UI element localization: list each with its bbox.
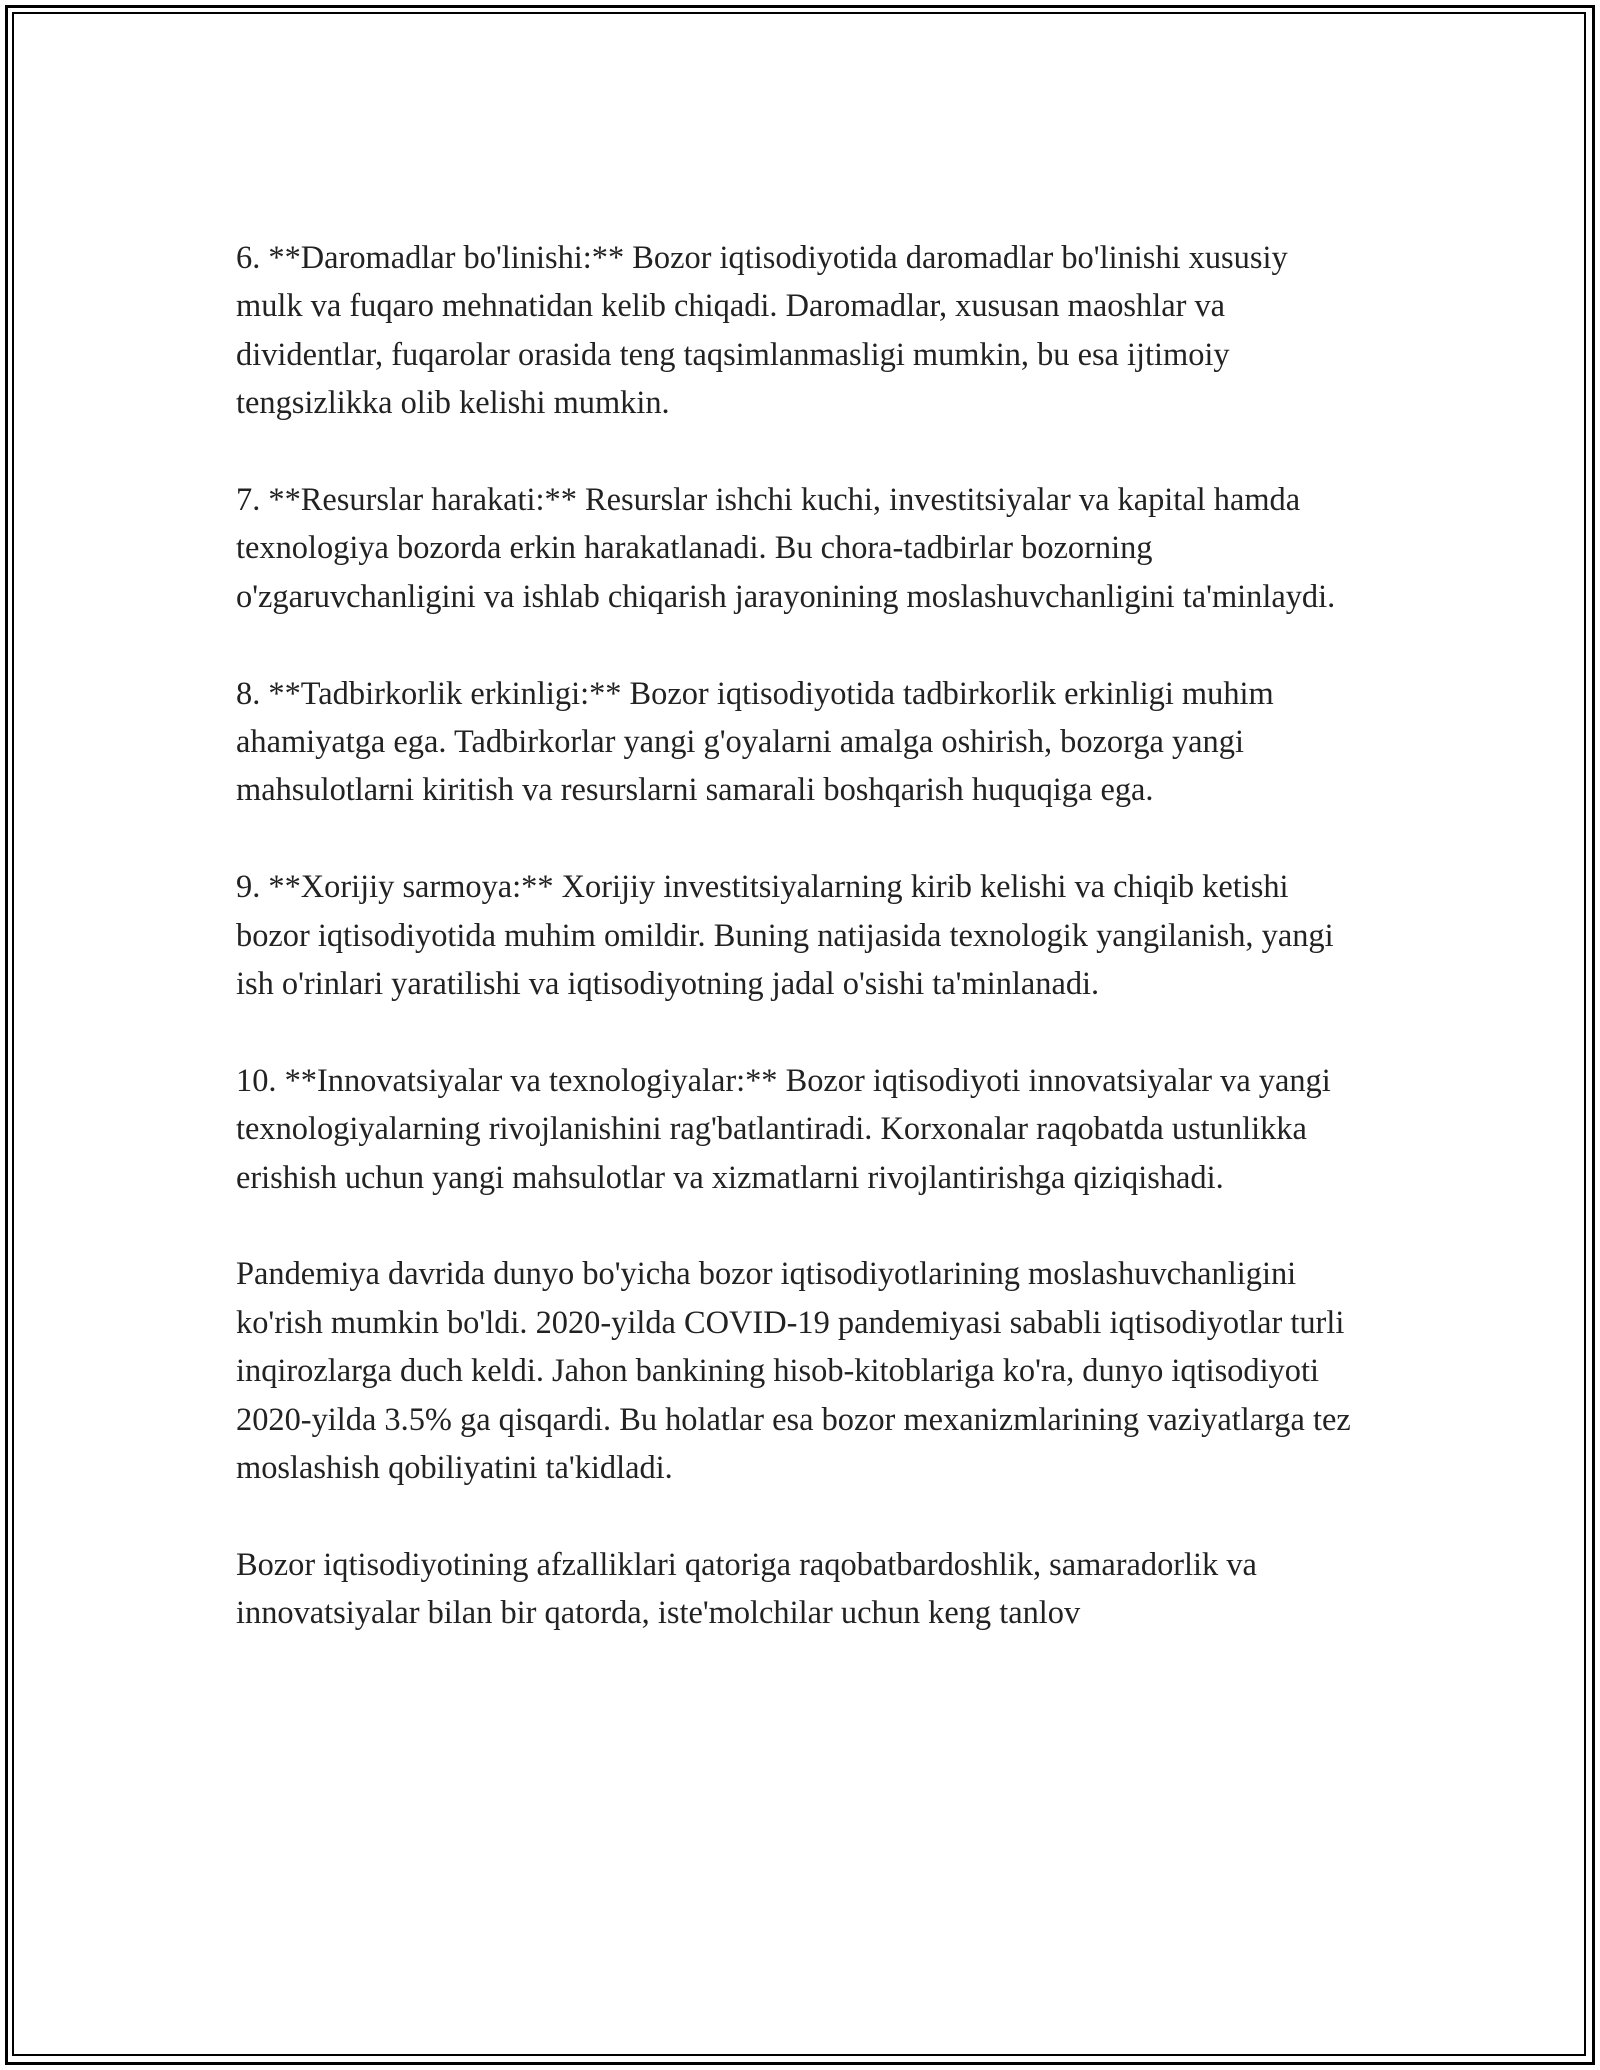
- paragraph-market-advantages: Bozor iqtisodiyotining afzalliklari qatoriga raqobatbardoshlik, samaradorlik va innovatsiyalar bilan bir qatorda, iste'molchilar uchun keng tanlov: [236, 1546, 1257, 1632]
- paragraph-innovations-technologies: 10. **Innovatsiyalar va texnologiyalar:** Bozor iqtisodiyoti innovatsiyalar va yangi texnologiyalarning rivojlanishini rag'batlantiradi. Korxonalar raqobatda ustunlikka erishish uchun yangi mahsulotlar va xizmatlarni rivojlantirishga qiziqishadi.: [236, 1062, 1331, 1196]
- paragraph-resource-movement: 7. **Resurslar harakati:** Resurslar ishchi kuchi, investitsiyalar va kapital hamda texnologiya bozorda erkin harakatlanadi. Bu chora-tadbirlar bozorning o'zgaruvchanligini va ishlab chiqarish jarayonining moslashuvchanligini ta'minlaydi.: [236, 482, 1336, 615]
- paragraph-foreign-investment: 9. **Xorijiy sarmoya:** Xorijiy investitsiyalarning kirib kelishi va chiqib ketishi bozor iqtisodiyotida muhim omildir. Buning natijasida texnologik yangilanish, yangi ish o'rinlari yaratilishi va iqtisodiyotning jadal o'sishi ta'minlanadi.: [236, 869, 1334, 1003]
- paragraph-income-distribution: 6. **Daromadlar bo'linishi:** Bozor iqtisodiyotida daromadlar bo'linishi xususiy mulk va fuqaro mehnatidan kelib chiqadi. Daromadlar, xususan maoshlar va dividentlar, fuqarolar orasida teng taqsimlanmasligi mumkin, bu esa ijtimoiy tengsizlikka olib kelishi mumkin.: [236, 240, 1288, 422]
- paragraph-pandemic: Pandemiya davrida dunyo bo'yicha bozor iqtisodiyotlarining moslashuvchanligini ko'rish mumkin bo'ldi. 2020-yilda COVID-19 pandemiyasi sababli iqtisodiyotlar turli inqirozlarga duch keldi. Jahon bankining hisob-kitoblariga ko'ra, dunyo iqtisodiyoti 2020-yilda 3.5% ga qisqardi. Bu holatlar esa bozor mexanizmlarining vaziyatlarga tez moslashish qobiliyatini ta'kidladi.: [236, 1256, 1351, 1487]
- document-body: [236, 234, 1360, 1638]
- paragraph-entrepreneurship-freedom: 8. **Tadbirkorlik erkinligi:** Bozor iqtisodiyotida tadbirkorlik erkinligi muhim ahamiyatga ega. Tadbirkorlar yangi g'oyalarni amalga oshirish, bozorga yangi mahsulotlarni kiritish va resurslarni samarali boshqarish huquqiga ega.: [236, 675, 1274, 809]
